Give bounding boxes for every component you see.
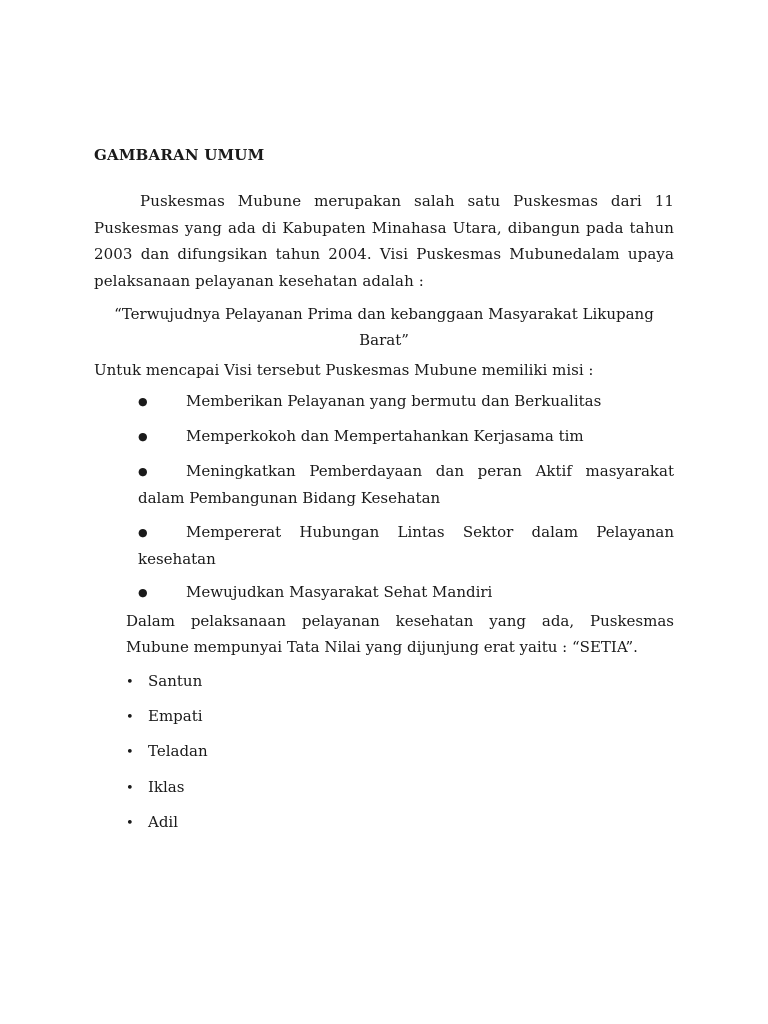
- bullet-icon: •: [126, 675, 134, 690]
- nilai-item: [126, 706, 203, 728]
- misi-item: [138, 579, 674, 606]
- misi-item: [138, 423, 674, 450]
- misi-text: Memberikan Pelayanan yang bermutu dan Berkualitas: [186, 392, 602, 410]
- bullet-icon: ●: [138, 430, 148, 443]
- nilai-item: [126, 741, 208, 763]
- misi-text: Mewujudkan Masyarakat Sehat Mandiri: [186, 583, 493, 601]
- nilai-text: Teladan: [148, 742, 208, 760]
- bullet-icon: ●: [138, 465, 148, 478]
- misi-text: Memperkokoh dan Mempertahankan Kerjasama tim: [186, 427, 584, 445]
- bullet-icon: •: [126, 745, 134, 760]
- closing-paragraph: Dalam pelaksanaan pelayanan kesehatan yang ada, Puskesmas Mubune mempunyai Tata Nilai yang dijunjung erat yaitu : “SETIA”.: [126, 612, 674, 656]
- bullet-icon: ●: [138, 395, 148, 408]
- misi-item: [138, 458, 674, 511]
- bullet-icon: •: [126, 781, 134, 796]
- misi-item: [138, 519, 674, 572]
- nilai-text: Adil: [148, 813, 179, 831]
- bullet-icon: •: [126, 816, 134, 831]
- nilai-text: Empati: [148, 707, 203, 725]
- nilai-item: [126, 671, 202, 693]
- nilai-text: Iklas: [148, 778, 185, 796]
- bullet-icon: •: [126, 710, 134, 725]
- nilai-text: Santun: [148, 672, 203, 690]
- vision-quote: “Terwujudnya Pelayanan Prima dan kebanggaan Masyarakat Likupang Barat”: [114, 305, 654, 349]
- bullet-icon: ●: [138, 586, 148, 599]
- nilai-item: [126, 812, 178, 834]
- misi-intro: Untuk mencapai Visi tersebut Puskesmas Mubune memiliki misi :: [94, 361, 594, 379]
- misi-item: [138, 388, 674, 415]
- nilai-item: [126, 777, 184, 799]
- section-heading: GAMBARAN UMUM: [94, 146, 265, 164]
- intro-paragraph: Puskesmas Mubune merupakan salah satu Puskesmas dari 11 Puskesmas yang ada di Kabupaten Minahasa Utara, dibangun pada tahun 2003 dan difungsikan tahun 2004. Visi Puskesmas Mubunedalam upaya pelaksanaan pelayanan kesehatan adalah :: [94, 192, 674, 290]
- misi-text: Meningkatkan Pemberdayaan dan peran Aktif masyarakat dalam Pembangunan Bidang Kesehatan: [138, 462, 674, 507]
- misi-text: Mempererat Hubungan Lintas Sektor dalam Pelayanan kesehatan: [138, 523, 674, 568]
- bullet-icon: ●: [138, 526, 148, 539]
